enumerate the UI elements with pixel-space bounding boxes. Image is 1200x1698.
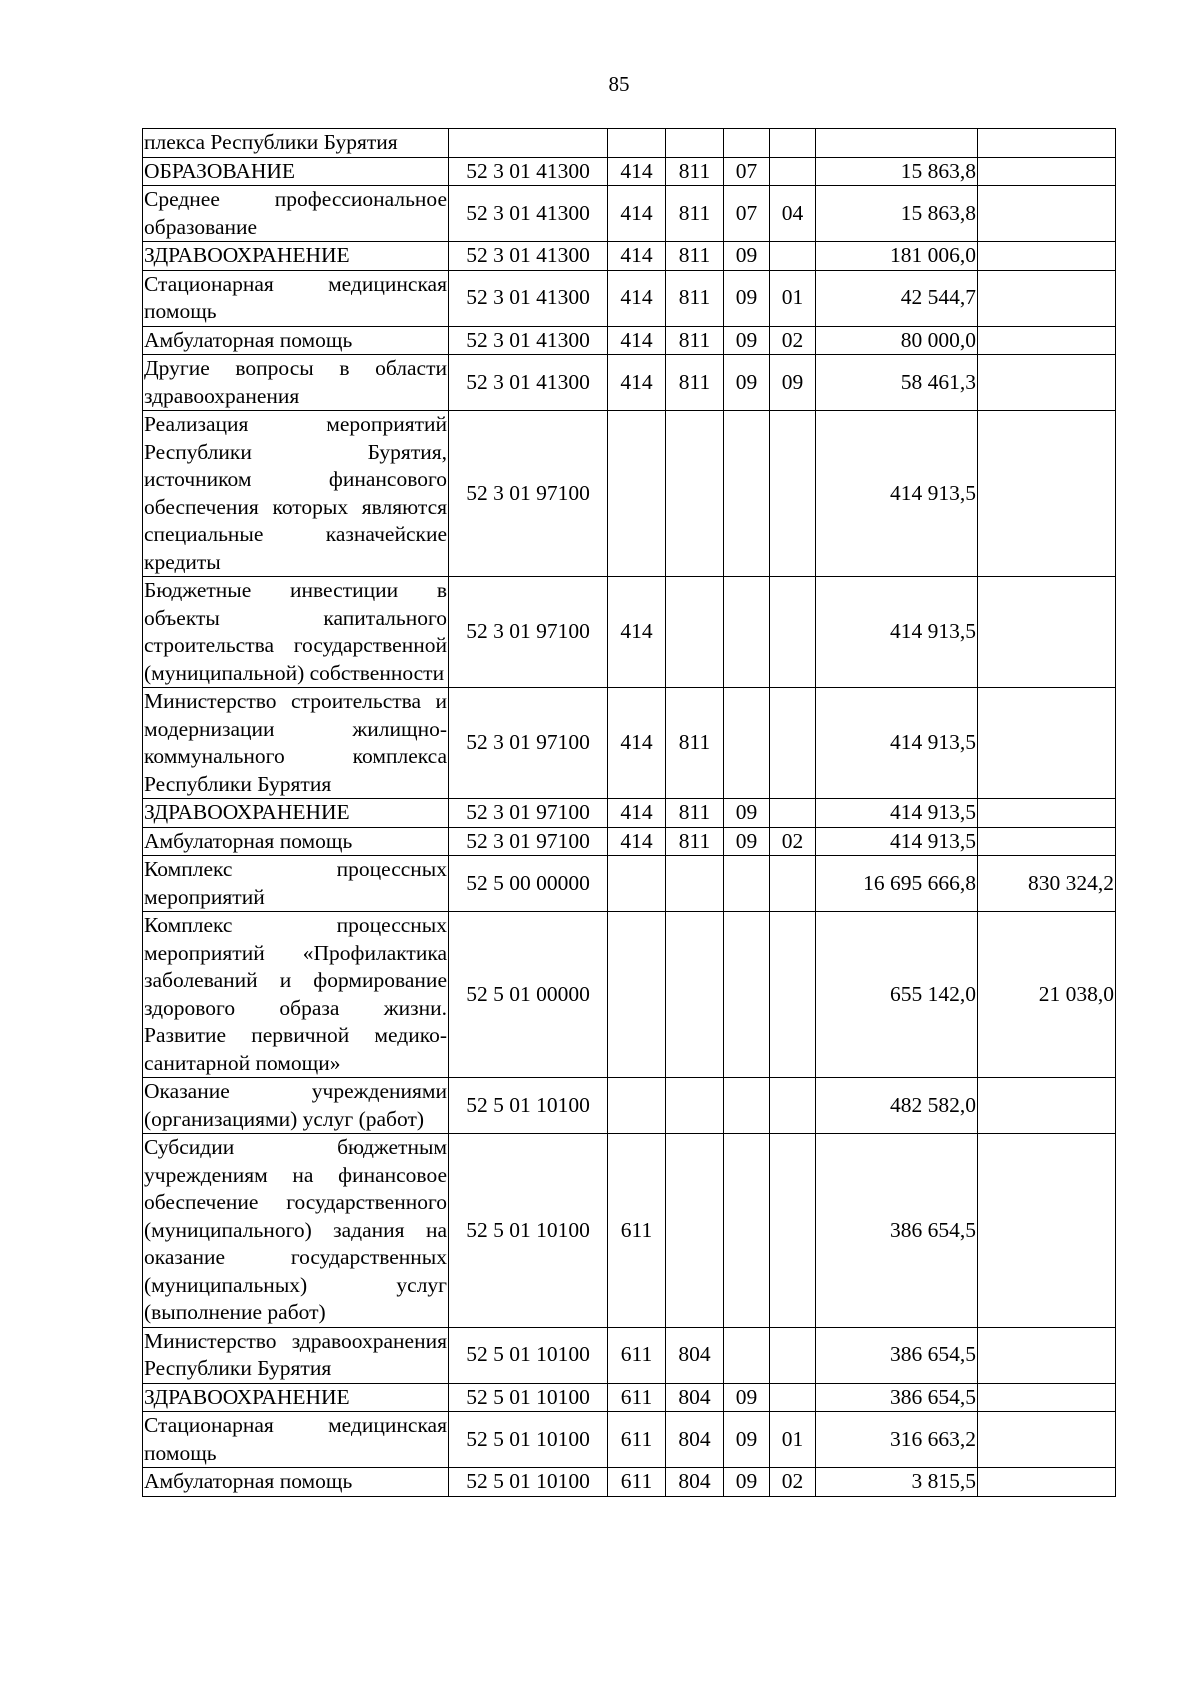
section-cell — [724, 688, 770, 799]
target-article-cell: 52 3 01 97100 — [449, 799, 608, 828]
amount-cell: 58 461,3 — [816, 355, 978, 411]
federal-amount-cell — [978, 1383, 1116, 1412]
subsection-cell: 02 — [770, 326, 816, 355]
federal-amount-cell — [978, 688, 1116, 799]
subsection-cell — [770, 411, 816, 577]
expense-type-cell — [608, 912, 666, 1078]
expense-type-cell: 414 — [608, 799, 666, 828]
federal-amount-cell — [978, 355, 1116, 411]
main-administrator-cell — [666, 856, 724, 912]
subsection-cell: 09 — [770, 355, 816, 411]
target-article-cell: 52 3 01 97100 — [449, 577, 608, 688]
amount-cell: 386 654,5 — [816, 1327, 978, 1383]
section-cell — [724, 856, 770, 912]
item-name-cell: Стационарная медицинская помощь — [143, 270, 449, 326]
section-cell — [724, 411, 770, 577]
amount-cell: 655 142,0 — [816, 912, 978, 1078]
subsection-cell: 01 — [770, 270, 816, 326]
federal-amount-cell — [978, 129, 1116, 158]
table-row — [143, 688, 1116, 799]
subsection-cell — [770, 242, 816, 271]
subsection-cell: 02 — [770, 1468, 816, 1497]
amount-cell — [816, 129, 978, 158]
section-cell: 09 — [724, 326, 770, 355]
subsection-cell — [770, 1078, 816, 1134]
item-name-cell: Амбулаторная помощь — [143, 326, 449, 355]
table-row — [143, 1327, 1116, 1383]
federal-amount-cell — [978, 186, 1116, 242]
section-cell: 09 — [724, 827, 770, 856]
expense-type-cell — [608, 856, 666, 912]
main-administrator-cell — [666, 129, 724, 158]
subsection-cell — [770, 129, 816, 158]
subsection-cell — [770, 1383, 816, 1412]
main-administrator-cell — [666, 577, 724, 688]
table-row — [143, 355, 1116, 411]
section-cell — [724, 129, 770, 158]
section-cell — [724, 577, 770, 688]
subsection-cell: 04 — [770, 186, 816, 242]
table-row — [143, 270, 1116, 326]
target-article-cell: 52 3 01 97100 — [449, 688, 608, 799]
main-administrator-cell — [666, 1134, 724, 1328]
target-article-cell: 52 3 01 41300 — [449, 270, 608, 326]
section-cell: 09 — [724, 355, 770, 411]
table-row — [143, 157, 1116, 186]
amount-cell: 181 006,0 — [816, 242, 978, 271]
table-row — [143, 411, 1116, 577]
federal-amount-cell — [978, 799, 1116, 828]
main-administrator-cell: 811 — [666, 242, 724, 271]
section-cell — [724, 912, 770, 1078]
item-name-cell: Амбулаторная помощь — [143, 1468, 449, 1497]
table-row — [143, 1468, 1116, 1497]
amount-cell: 414 913,5 — [816, 799, 978, 828]
table-row — [143, 1412, 1116, 1468]
target-article-cell: 52 5 01 00000 — [449, 912, 608, 1078]
target-article-cell — [449, 129, 608, 158]
amount-cell: 414 913,5 — [816, 411, 978, 577]
item-name-cell: ЗДРАВООХРАНЕНИЕ — [143, 242, 449, 271]
federal-amount-cell — [978, 242, 1116, 271]
item-name-cell: Комплекс процессных мероприятий — [143, 856, 449, 912]
federal-amount-cell — [978, 1412, 1116, 1468]
amount-cell: 482 582,0 — [816, 1078, 978, 1134]
main-administrator-cell: 811 — [666, 270, 724, 326]
page-number: 85 — [608, 72, 630, 96]
section-cell: 07 — [724, 157, 770, 186]
table-row — [143, 827, 1116, 856]
expense-type-cell: 611 — [608, 1134, 666, 1328]
item-name-cell: Субсидии бюджетным учреждениям на финансовое обеспечение государственного (муниципального) задания на оказание государственных (муниципальных) услуг (выполнение работ) — [143, 1134, 449, 1328]
main-administrator-cell — [666, 411, 724, 577]
subsection-cell — [770, 577, 816, 688]
main-administrator-cell — [666, 1078, 724, 1134]
section-cell: 09 — [724, 1468, 770, 1497]
amount-cell: 414 913,5 — [816, 577, 978, 688]
expense-type-cell: 414 — [608, 577, 666, 688]
expense-type-cell: 611 — [608, 1412, 666, 1468]
federal-amount-cell — [978, 1134, 1116, 1328]
expense-type-cell — [608, 411, 666, 577]
item-name-cell: плекса Республики Бурятия — [143, 129, 449, 158]
item-name-cell: Бюджетные инвестиции в объекты капитального строительства государственной (муниципальной) собственности — [143, 577, 449, 688]
item-name-cell: Стационарная медицинская помощь — [143, 1412, 449, 1468]
main-administrator-cell: 811 — [666, 827, 724, 856]
item-name-cell: Среднее профессиональное образование — [143, 186, 449, 242]
amount-cell: 414 913,5 — [816, 688, 978, 799]
target-article-cell: 52 3 01 41300 — [449, 157, 608, 186]
section-cell: 09 — [724, 242, 770, 271]
main-administrator-cell: 811 — [666, 326, 724, 355]
section-cell — [724, 1134, 770, 1328]
target-article-cell: 52 3 01 97100 — [449, 827, 608, 856]
item-name-cell: ЗДРАВООХРАНЕНИЕ — [143, 799, 449, 828]
expense-type-cell — [608, 129, 666, 158]
main-administrator-cell: 811 — [666, 355, 724, 411]
federal-amount-cell — [978, 577, 1116, 688]
table-row — [143, 1383, 1116, 1412]
target-article-cell: 52 5 01 10100 — [449, 1412, 608, 1468]
amount-cell: 42 544,7 — [816, 270, 978, 326]
target-article-cell: 52 5 01 10100 — [449, 1134, 608, 1328]
target-article-cell: 52 5 01 10100 — [449, 1468, 608, 1497]
main-administrator-cell: 811 — [666, 186, 724, 242]
item-name-cell: ОБРАЗОВАНИЕ — [143, 157, 449, 186]
federal-amount-cell — [978, 157, 1116, 186]
section-cell: 07 — [724, 186, 770, 242]
target-article-cell: 52 3 01 97100 — [449, 411, 608, 577]
main-administrator-cell: 804 — [666, 1383, 724, 1412]
budget-table-body — [143, 129, 1116, 1497]
target-article-cell: 52 5 01 10100 — [449, 1383, 608, 1412]
amount-cell: 316 663,2 — [816, 1412, 978, 1468]
table-row — [143, 856, 1116, 912]
target-article-cell: 52 3 01 41300 — [449, 242, 608, 271]
amount-cell: 80 000,0 — [816, 326, 978, 355]
target-article-cell: 52 5 01 10100 — [449, 1327, 608, 1383]
expense-type-cell: 414 — [608, 157, 666, 186]
federal-amount-cell — [978, 1078, 1116, 1134]
expense-type-cell: 414 — [608, 355, 666, 411]
item-name-cell: ЗДРАВООХРАНЕНИЕ — [143, 1383, 449, 1412]
subsection-cell — [770, 157, 816, 186]
expense-type-cell: 414 — [608, 186, 666, 242]
table-row — [143, 242, 1116, 271]
amount-cell: 16 695 666,8 — [816, 856, 978, 912]
section-cell: 09 — [724, 1412, 770, 1468]
main-administrator-cell: 804 — [666, 1468, 724, 1497]
subsection-cell — [770, 856, 816, 912]
subsection-cell — [770, 912, 816, 1078]
federal-amount-cell — [978, 326, 1116, 355]
table-row — [143, 799, 1116, 828]
federal-amount-cell — [978, 411, 1116, 577]
main-administrator-cell: 804 — [666, 1327, 724, 1383]
federal-amount-cell — [978, 827, 1116, 856]
section-cell: 09 — [724, 270, 770, 326]
item-name-cell: Реализация мероприятий Республики Бурятия, источником финансового обеспечения которых являются специальные казначейские кредиты — [143, 411, 449, 577]
federal-amount-cell — [978, 1327, 1116, 1383]
expense-type-cell: 414 — [608, 827, 666, 856]
target-article-cell: 52 3 01 41300 — [449, 326, 608, 355]
expense-type-cell — [608, 1078, 666, 1134]
amount-cell: 15 863,8 — [816, 186, 978, 242]
expense-type-cell: 611 — [608, 1383, 666, 1412]
table-row — [143, 1134, 1116, 1328]
expense-type-cell: 611 — [608, 1327, 666, 1383]
federal-amount-cell: 830 324,2 — [978, 856, 1116, 912]
main-administrator-cell — [666, 912, 724, 1078]
item-name-cell: Министерство здравоохранения Республики Бурятия — [143, 1327, 449, 1383]
main-administrator-cell: 804 — [666, 1412, 724, 1468]
table-row — [143, 1078, 1116, 1134]
section-cell: 09 — [724, 799, 770, 828]
amount-cell: 386 654,5 — [816, 1383, 978, 1412]
table-row — [143, 912, 1116, 1078]
expense-type-cell: 414 — [608, 242, 666, 271]
amount-cell: 15 863,8 — [816, 157, 978, 186]
federal-amount-cell — [978, 270, 1116, 326]
budget-table — [142, 128, 1116, 1497]
item-name-cell: Комплекс процессных мероприятий «Профилактика заболеваний и формирование здорового образа жизни. Развитие первичной медико-санитарной помощи» — [143, 912, 449, 1078]
subsection-cell: 02 — [770, 827, 816, 856]
item-name-cell: Другие вопросы в области здравоохранения — [143, 355, 449, 411]
section-cell — [724, 1327, 770, 1383]
federal-amount-cell: 21 038,0 — [978, 912, 1116, 1078]
main-administrator-cell: 811 — [666, 688, 724, 799]
target-article-cell: 52 3 01 41300 — [449, 186, 608, 242]
table-row — [143, 326, 1116, 355]
main-administrator-cell: 811 — [666, 157, 724, 186]
target-article-cell: 52 3 01 41300 — [449, 355, 608, 411]
item-name-cell: Амбулаторная помощь — [143, 827, 449, 856]
item-name-cell: Оказание учреждениями (организациями) услуг (работ) — [143, 1078, 449, 1134]
section-cell: 09 — [724, 1383, 770, 1412]
item-name-cell: Министерство строительства и модернизации жилищно-коммунального комплекса Республики Бурятия — [143, 688, 449, 799]
subsection-cell — [770, 1327, 816, 1383]
expense-type-cell: 414 — [608, 688, 666, 799]
subsection-cell — [770, 799, 816, 828]
table-row — [143, 577, 1116, 688]
expense-type-cell: 611 — [608, 1468, 666, 1497]
target-article-cell: 52 5 01 10100 — [449, 1078, 608, 1134]
subsection-cell — [770, 688, 816, 799]
target-article-cell: 52 5 00 00000 — [449, 856, 608, 912]
table-row — [143, 186, 1116, 242]
section-cell — [724, 1078, 770, 1134]
subsection-cell: 01 — [770, 1412, 816, 1468]
amount-cell: 3 815,5 — [816, 1468, 978, 1497]
expense-type-cell: 414 — [608, 326, 666, 355]
amount-cell: 386 654,5 — [816, 1134, 978, 1328]
federal-amount-cell — [978, 1468, 1116, 1497]
expense-type-cell: 414 — [608, 270, 666, 326]
amount-cell: 414 913,5 — [816, 827, 978, 856]
table-row — [143, 129, 1116, 158]
subsection-cell — [770, 1134, 816, 1328]
main-administrator-cell: 811 — [666, 799, 724, 828]
